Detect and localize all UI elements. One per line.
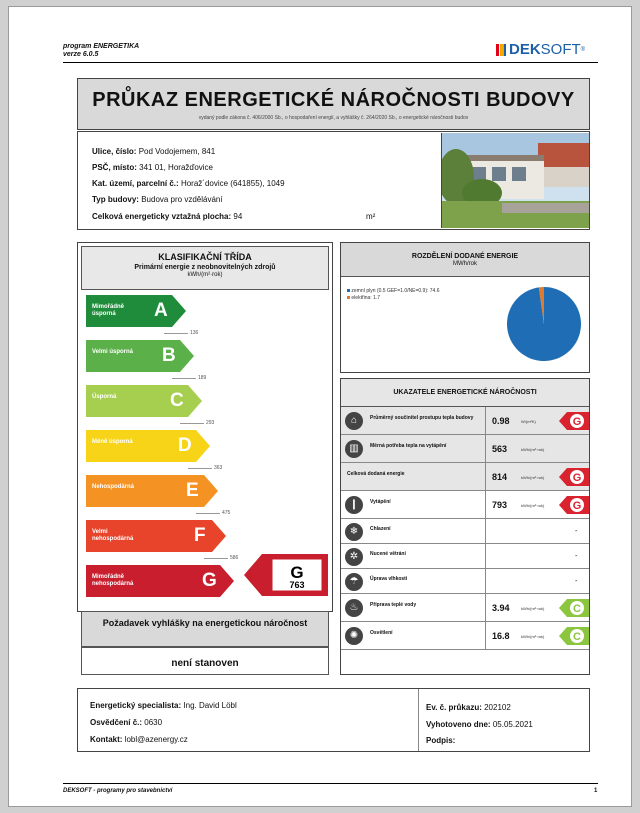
distribution-pie-chart (505, 285, 583, 363)
class-arrow-g (86, 565, 234, 597)
class-arrow-b (86, 340, 194, 372)
indicator-label: Chlazení (370, 525, 391, 532)
class-letter: E (186, 480, 199, 501)
specialist-box (77, 688, 590, 752)
indicator-empty: - (575, 577, 578, 585)
current-class-badge (244, 554, 328, 596)
limit-value: 475 (222, 510, 231, 516)
indicator-label: Celková dodaná energie (347, 471, 405, 477)
indicator-value: 563 (492, 444, 508, 454)
indicators-panel (340, 378, 590, 675)
zip-value: 341 01, Horažďovice (139, 163, 213, 172)
specialist-name-row: Energetický specialista: Ing. David Löbl (90, 701, 237, 710)
parcel-label: Kat. území, parcelní č.: (92, 179, 179, 188)
limit-value: 586 (230, 555, 239, 561)
legend-item-electricity: elektřina: 1.7 (347, 295, 380, 301)
indicator-label: Úprava vlhkosti (370, 575, 408, 582)
limit-line (172, 378, 196, 379)
class-badge (559, 627, 589, 645)
indicator-unit: kWh/(m²·rok) (521, 446, 545, 452)
limit-value: 363 (214, 465, 223, 471)
type-value: Budova pro vzdělávání (141, 195, 223, 204)
indicator-row (341, 407, 589, 435)
class-letter: C (170, 390, 184, 411)
indicator-row (341, 435, 589, 463)
class-letter: B (162, 345, 176, 366)
classification-unit: kWh/(m²·rok) (187, 272, 223, 278)
limit-value: 189 (198, 375, 207, 381)
class-label: Úsporná (92, 394, 117, 400)
class-label: Mimořádně nehospodárná (92, 574, 134, 587)
specialist-divider (418, 689, 419, 751)
class-arrow-c (86, 385, 202, 417)
area-unit: m² (366, 212, 376, 221)
logo-mark-icon (496, 44, 506, 56)
indicator-row (341, 491, 589, 519)
limit-line (180, 423, 204, 424)
contact-email: lobl@azenergy.cz (124, 735, 188, 744)
type-label: Typ budovy: (92, 195, 139, 204)
area-label: Celková energeticky vztažná plocha: (92, 212, 232, 221)
class-arrow-e (86, 475, 218, 507)
page-number: 1 (594, 788, 598, 794)
current-class-letter: G (290, 563, 304, 582)
title-box (77, 78, 590, 130)
program-name: program ENERGETIKA (63, 43, 140, 50)
limit-value: 136 (190, 330, 199, 336)
limit-line (188, 468, 212, 469)
page-title: PRŮKAZ ENERGETICKÉ NÁROČNOSTI BUDOVY (92, 89, 575, 111)
footer-text: DEKSOFT - programy pro stavebnictví (63, 788, 173, 794)
area-value: 94 (233, 212, 243, 221)
indicator-icon: ▥ (345, 440, 363, 458)
indicator-label: Měrná potřeba tepla na vytápění (370, 443, 447, 449)
class-badge-letter: C (573, 603, 581, 615)
street-row (92, 147, 215, 156)
certificate-row: Osvědčení č.: 0630 (90, 718, 163, 727)
distribution-title: ROZDĚLENÍ DODANÉ ENERGIE (411, 253, 519, 260)
classification-panel (77, 242, 333, 669)
requirement-value: není stanoven (81, 647, 329, 675)
building-photo (441, 133, 589, 228)
indicator-label: Příprava teplé vody (370, 602, 417, 608)
street-label: Ulice, číslo: (92, 147, 137, 156)
indicator-row (341, 569, 589, 594)
indicator-row (341, 519, 589, 544)
parcel-value: Horaž´dovice (641855), 1049 (180, 179, 285, 188)
certificate-number: 0630 (144, 718, 163, 727)
indicator-empty: - (575, 552, 578, 560)
indicator-row (341, 463, 589, 491)
parcel-row (92, 179, 285, 188)
indicator-unit: kWh/(m²·rok) (521, 474, 545, 480)
page-subtitle: vydaný podle zákona č. 406/2000 Sb., o hospodaření energií, a vyhlášky č. 264/2020 Sb., o energetické náročnosti budov (198, 115, 469, 121)
indicator-empty: - (575, 527, 578, 535)
area-row (92, 212, 242, 221)
legend-item-gas: zemní plyn (0.5 GEF=1.0/NE=0.9): 74.6 (347, 288, 440, 294)
indicator-row (341, 544, 589, 569)
indicator-icon: ☂ (345, 573, 363, 591)
class-badge-letter: G (572, 500, 582, 512)
class-badge (559, 599, 589, 617)
indicator-icon: ⌂ (345, 412, 363, 430)
distribution-header (341, 243, 589, 277)
ev-number: 202102 (484, 703, 511, 712)
class-badge-letter: C (573, 631, 581, 643)
program-info (63, 43, 139, 59)
indicator-unit: kWh/(m²·rok) (521, 605, 545, 611)
indicator-value: 16.8 (492, 631, 510, 641)
indicator-unit: kWh/(m²·rok) (521, 502, 545, 508)
deksoft-logo (496, 41, 585, 58)
contact-row: Kontakt: lobl@azenergy.cz (90, 735, 188, 744)
zip-label: PSČ, místo: (92, 163, 137, 172)
logo-strong: DEK (509, 41, 541, 58)
program-version: verze 6.0.5 (63, 51, 99, 58)
indicator-unit: kWh/(m²·rok) (521, 633, 545, 639)
indicator-value: 3.94 (492, 603, 510, 613)
class-letter: A (154, 300, 168, 321)
indicator-value: 0.98 (492, 416, 510, 426)
indicator-row (341, 622, 589, 650)
class-arrow-a (86, 295, 186, 327)
class-badge-letter: G (572, 472, 582, 484)
indicator-row (341, 594, 589, 622)
indicators-title: UKAZATELE ENERGETICKÉ NÁROČNOSTI (341, 379, 589, 407)
class-label: Mimořádně úsporná (92, 304, 125, 317)
classification-title: KLASIFIKAČNÍ TŘÍDA (158, 252, 252, 262)
class-letter: D (178, 435, 192, 456)
logo-light: SOFT (540, 41, 581, 58)
header-divider (63, 62, 598, 63)
class-arrow-d (86, 430, 210, 462)
class-letter: G (202, 570, 217, 591)
indicator-label: Průměrný součinitel prostupu tepla budovy (370, 415, 474, 421)
indicator-label: Nucené větrání (370, 550, 406, 557)
indicator-value: 793 (492, 500, 508, 510)
limit-line (196, 513, 220, 514)
type-row (92, 195, 223, 204)
limit-line (204, 558, 228, 559)
specialist-name: Ing. David Löbl (183, 701, 237, 710)
logo-tm: ® (580, 46, 586, 53)
zip-row (92, 163, 213, 172)
signature-row: Podpis: (426, 736, 456, 745)
street-value: Pod Vodojemem, 841 (138, 147, 216, 156)
class-badge-letter: G (572, 416, 582, 428)
indicator-icon: ✺ (345, 627, 363, 645)
issue-date: 05.05.2021 (492, 720, 533, 729)
class-label: Velmi nehospodárná (92, 529, 134, 542)
date-row: Vyhotoveno dne: 05.05.2021 (426, 720, 533, 729)
limit-value: 293 (206, 420, 215, 426)
indicator-label: Vytápění (370, 499, 391, 505)
class-arrow-f (86, 520, 226, 552)
energy-distribution-panel (340, 242, 590, 373)
limit-line (164, 333, 188, 334)
current-class-value: 763 (289, 580, 305, 590)
building-info-box (77, 131, 590, 230)
indicator-unit: W/(m²K) (521, 418, 536, 424)
class-label: Nehospodárná (92, 484, 135, 490)
distribution-unit: MWh/rok (453, 261, 477, 267)
class-badge (559, 412, 589, 430)
classification-header (81, 246, 329, 290)
footer-divider (63, 783, 598, 784)
ev-number-row: Ev. č. průkazu: 202102 (426, 703, 511, 712)
requirement-header: Požadavek vyhlášky na energetickou náročnost (81, 611, 329, 647)
indicator-icon: ♨ (345, 599, 363, 617)
class-badge (559, 468, 589, 486)
indicator-icon: ❙ (345, 496, 363, 514)
class-letter: F (194, 525, 206, 546)
class-label: Velmi úsporná (92, 349, 134, 355)
indicator-icon: ✲ (345, 548, 363, 566)
class-label: Méně úsporná (92, 439, 133, 445)
classification-subtitle: Primární energie z neobnovitelných zdrojů (134, 264, 276, 271)
class-badge (559, 496, 589, 514)
certificate-page (8, 6, 632, 807)
indicator-icon: ❄ (345, 523, 363, 541)
indicator-label: Osvětlení (370, 630, 393, 636)
indicator-value: 814 (492, 472, 508, 482)
